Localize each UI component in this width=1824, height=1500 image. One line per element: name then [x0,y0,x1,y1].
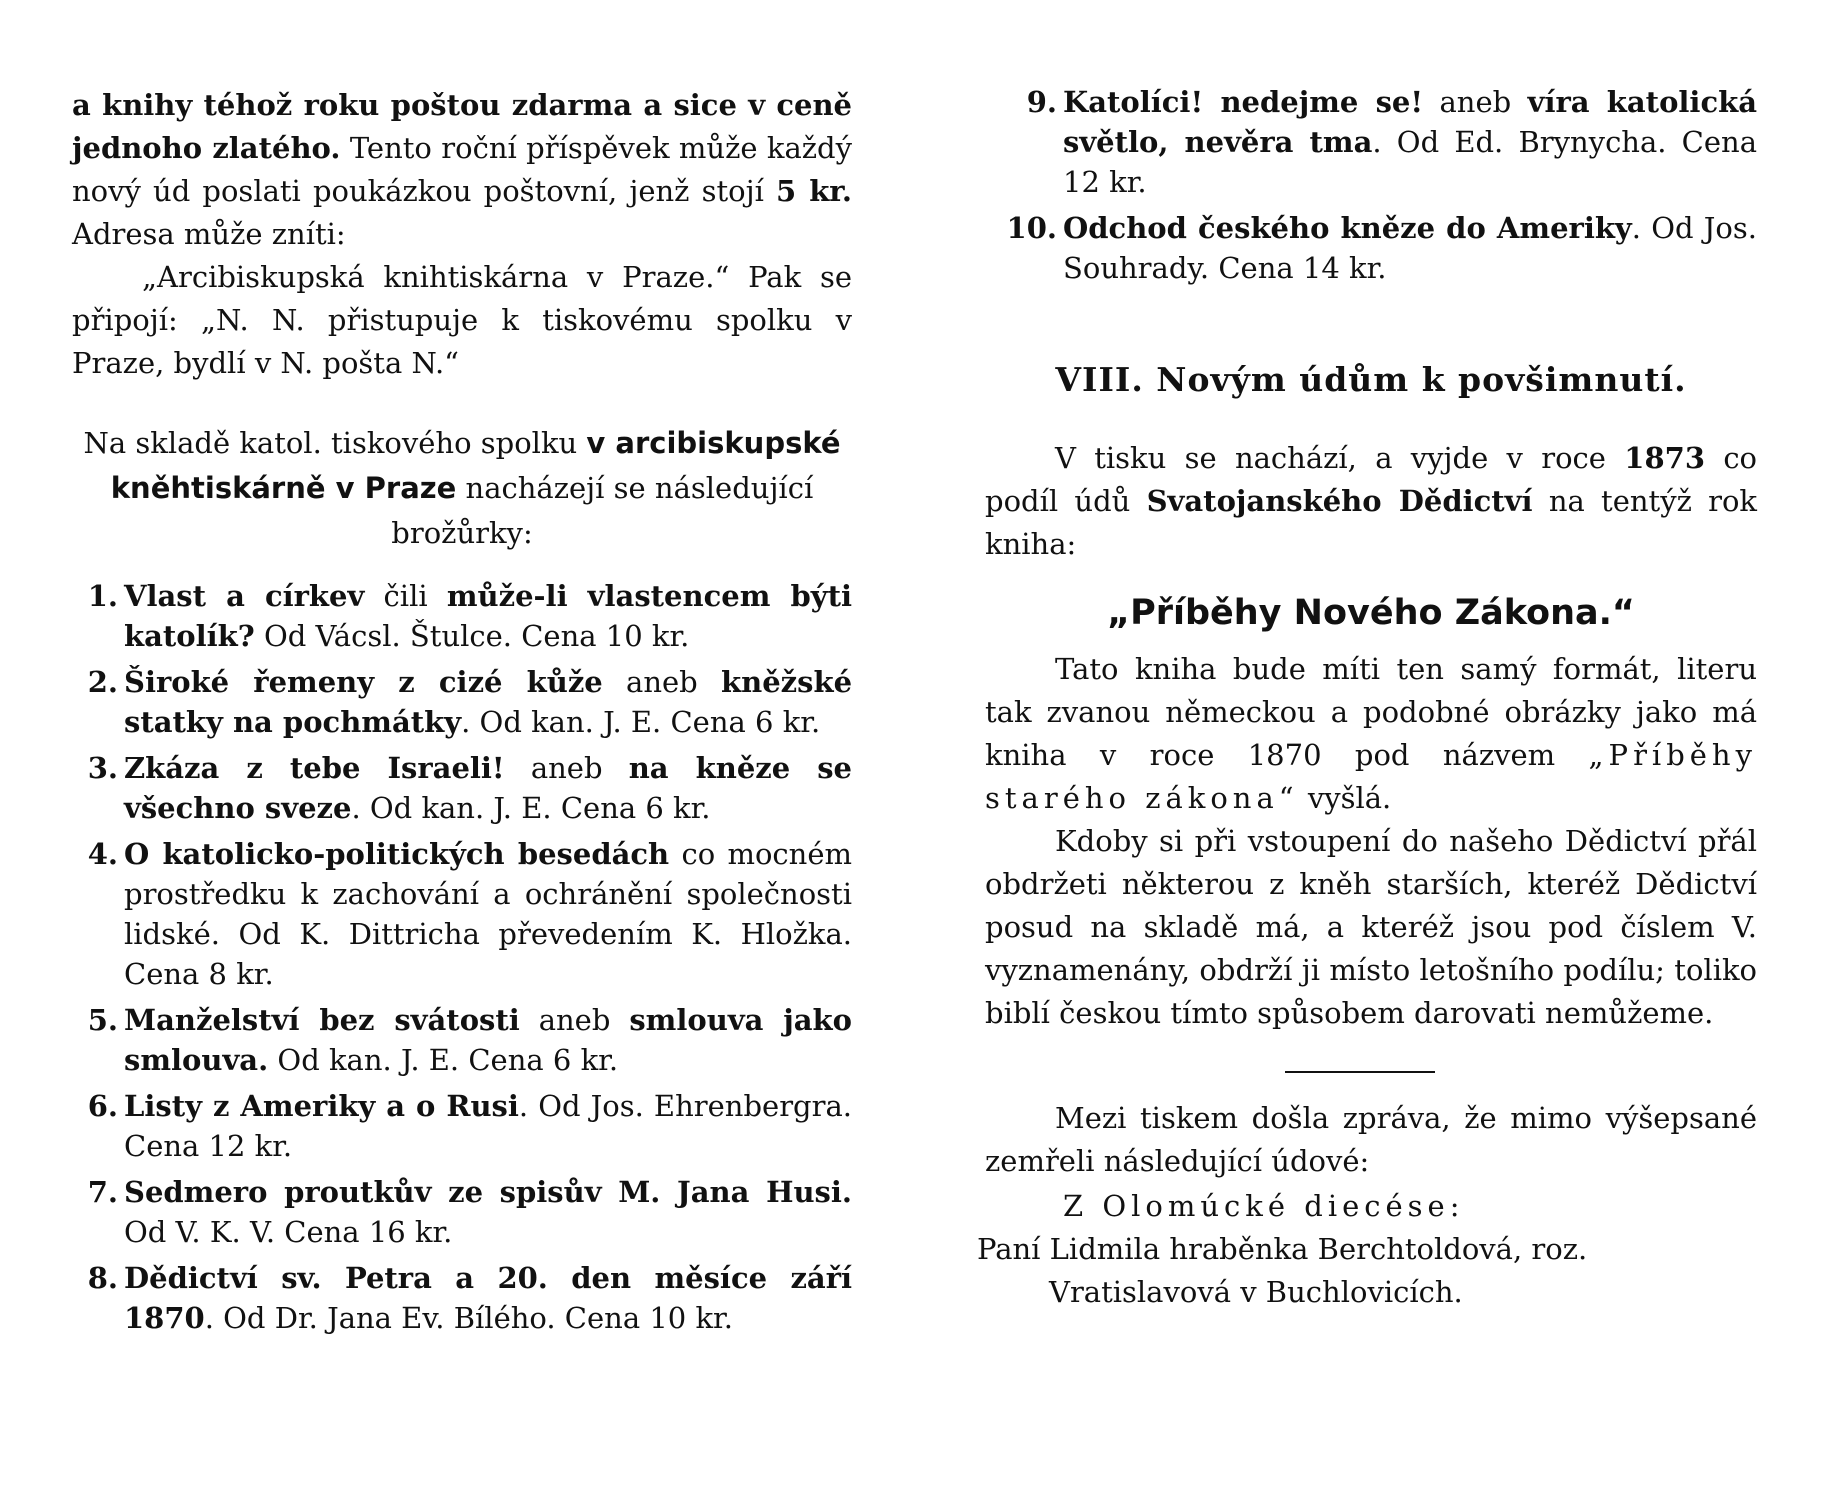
booklet-title: Sedmero proutkův ze spisův M. Jana Husi. [124,1175,852,1209]
stock-intro-text: nacházejí se následující brožůrky: [391,471,814,550]
booklet-subtitle: víra katolická světlo, nevěra tma [1063,85,1757,159]
format-text: Tato kniha bude míti ten samý formát, literu tak zvanou německou a podobné obrázky jako má kniha v roce 1870 pod názvem [985,652,1757,772]
connector-text: aneb [1439,85,1512,119]
connector-text: aneb [538,1003,611,1037]
item-number: 1. [87,579,118,613]
booklet-title: O katolicko-politických besedách [124,837,670,871]
list-item [72,1000,852,1080]
list-item [72,662,852,742]
paragraph-text: Tento roční příspěvek může každý nový úd poslati poukázkou poštovní, jenž stojí [72,131,853,208]
format-paragraph [985,648,1757,820]
announcement-text: na tentýž rok kniha: [985,484,1758,561]
author-price: . Od Jos. Ehrenbergra. Cena 12 kr. [124,1089,852,1163]
year-value: 1873 [1624,441,1705,475]
printing-house-name: v arcibiskupské kněhtiskárně v Praze [110,426,841,505]
deceased-entry: Paní Lidmila hraběnka Berchtoldová, roz. Vratislavová v Buchlovicích. [977,1232,1588,1309]
membership-paragraph [72,84,852,256]
list-item [72,748,852,828]
list-item [72,1086,852,1166]
item-number: 2. [87,665,118,699]
item-number: 3. [87,751,118,785]
paragraph-text: a knihy téhož roku poštou zdarma a sice v ceně jednoho zlatého. [72,88,852,165]
format-text: vyšlá. [1307,781,1392,815]
author-price: Od kan. J. E. Cena 6 kr. [277,1043,619,1077]
booklet-title: Listy z Ameriky a o Rusi [124,1089,519,1123]
booklet-title: Katolíci! nedejme se! [1063,85,1424,119]
author-price: . Od Dr. Jana Ev. Bílého. Cena 10 kr. [204,1301,733,1335]
booklet-title: Manželství bez svátosti [124,1003,520,1037]
stock-intro [72,421,852,556]
announcement-text: V tisku se nachází, a vyjde v roce [1055,441,1606,475]
booklet-list [72,576,852,1338]
separator-rule-wrap [985,1065,1757,1081]
booklet-title: Vlast a církev [124,579,365,613]
older-books-paragraph: Kdoby si při vstoupení do našeho Dědictví přál obdržeti některou z kněh starších, kteréž Dědictví posud na skladě má, a kteréž jsou pod číslem V. vyznamenány, obdrží ji místo letošního podílu; toliko biblí českou tímto spůsobem darovati nemůžeme. [985,824,1757,1030]
item-number: 4. [87,837,118,871]
book-title: „Příběhy Nového Zákona.“ [1107,593,1635,633]
author-price: . Od kan. J. E. Cena 6 kr. [461,705,821,739]
author-price: Od K. Dittricha převedením K. Hložka. Cena 8 kr. [124,917,852,991]
list-item [1006,208,1757,288]
item-number: 7. [87,1175,118,1209]
item-number: 5. [87,1003,118,1037]
news-paragraph: Mezi tiskem došla zpráva, že mimo výšepsané zemřeli následující údové: [985,1101,1757,1178]
earlier-book-title: „Příběhy starého zákona“ [985,738,1757,815]
item-number: 10. [1006,211,1057,245]
paragraph-text: Adresa může zníti: [72,217,346,251]
address-paragraph: „Arcibiskupská knihtiskárna v Praze.“ Pak se připojí: „N. N. přistupuje k tiskovému spolku v Praze, bydlí v N. pošta N.“ [72,260,852,380]
booklet-subtitle: smlouva jako smlouva. [124,1003,852,1077]
right-page [977,0,1758,1500]
announcement-paragraph [985,437,1757,566]
item-number: 8. [87,1261,118,1295]
booklet-subtitle: kněžské statky na pochmátky [124,665,853,739]
author-price: . Od Ed. Brynycha. Cena 12 kr. [1063,125,1757,199]
author-price: Od V. K. V. Cena 16 kr. [124,1215,453,1249]
stock-intro-text: Na skladě katol. tiskového spolku [83,426,578,460]
announcement-text: co podíl údů [985,441,1758,518]
booklet-list-continued [1006,82,1757,288]
booklet-title: Odchod českého kněze do Ameriky [1063,211,1632,245]
society-name: Svatojanského Dědictví [1146,484,1533,518]
connector-text: čili [383,579,428,613]
booklet-title: Široké řemeny z cizé kůže [124,665,603,699]
booklet-subtitle: na kněze se všechno sveze [124,751,853,825]
author-price: . Od Jos. Souhrady. Cena 14 kr. [1063,211,1757,285]
connector-text: co mocném prostředku k zachování a ochránění společnosti lidské. [124,837,852,951]
section-heading: VIII. Novým údům k povšimnutí. [1055,360,1687,399]
separator-rule [1285,1071,1435,1073]
booklet-title: Zkáza z tebe Israeli! [124,751,505,785]
booklet-title: Dědictví sv. Petra a 20. den měsíce září 1870 [124,1261,852,1335]
paragraph-text: 5 kr. [776,174,852,208]
list-item [1015,82,1757,202]
list-item [72,1258,852,1338]
diocese-label: Z Olomúcké diecése: [1063,1189,1465,1223]
booklet-subtitle: může-li vlastencem býti katolík? [124,579,852,653]
left-page [72,0,852,1500]
connector-text: aneb [530,751,603,785]
connector-text: aneb [626,665,698,699]
list-item [72,576,852,656]
item-number: 9. [1026,85,1057,119]
author-price: Od Vácsl. Štulce. Cena 10 kr. [263,619,690,653]
list-item [72,834,852,994]
author-price: . Od kan. J. E. Cena 6 kr. [351,791,711,825]
list-item [72,1172,852,1252]
item-number: 6. [87,1089,118,1123]
